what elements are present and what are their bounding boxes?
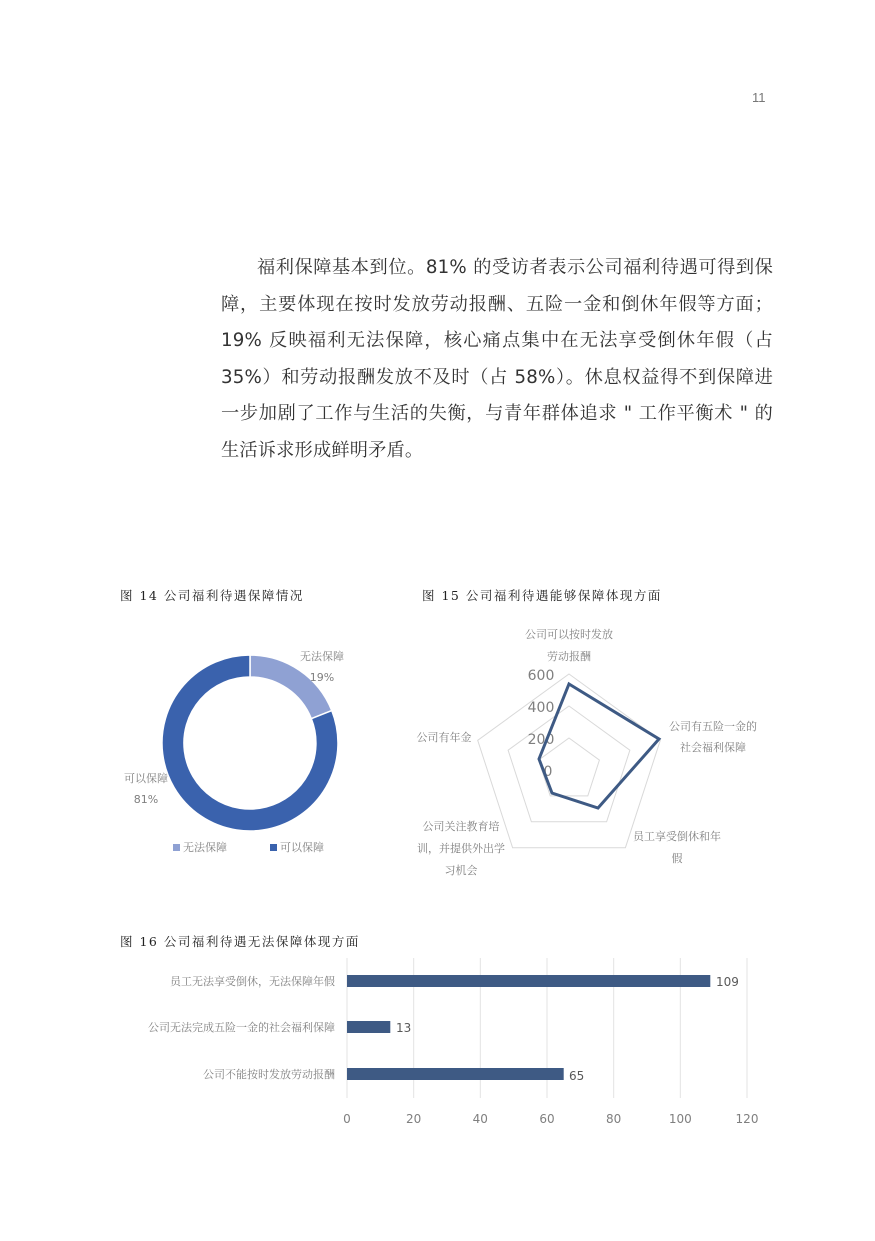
radar-axis4-label-line1: 公司关注教育培 — [422, 820, 500, 833]
slice2-name-label: 可以保障 — [124, 772, 168, 785]
fig14-donut-chart — [110, 620, 410, 870]
radar-axis3-label-line2: 假 — [671, 852, 683, 865]
bar-2 — [347, 1021, 390, 1033]
fig16-bar-chart — [110, 950, 790, 1140]
body-paragraph: 福利保障基本到位。81% 的受访者表示公司福利待遇可得到保障，主要体现在按时发放劳动报酬、五险一金和倒休年假等方面；19% 反映福利无法保障，核心痛点集中在无法享受倒休年假（占 35%）和劳动报酬发放不及时（占 58%）。休息权益得不到保障进一步加剧了工作与生活的失衡，与青年群体追求 " 工作平衡术 " 的生活诉求形成鲜明矛盾。 — [221, 257, 773, 461]
bar-3 — [347, 1068, 564, 1080]
x-tick-120: 120 — [735, 1112, 759, 1126]
slice2-pct-label: 81% — [133, 793, 159, 806]
page-number: 11 — [752, 90, 766, 105]
radar-axis2-label-line1: 公司有五险一金的 — [669, 720, 757, 733]
radar-tick-600: 600 — [527, 668, 555, 684]
x-tick-80: 80 — [606, 1112, 622, 1126]
radar-axis1-label-line1: 公司可以按时发放 — [525, 628, 613, 641]
radar-grid — [478, 674, 661, 848]
bar-1-value: 109 — [716, 975, 739, 989]
radar-axis4-label-line3: 习机会 — [444, 864, 478, 877]
fig15-title: 图 15 公司福利待遇能够保障体现方面 — [422, 588, 662, 603]
radar-tick-200: 200 — [527, 732, 555, 748]
bar-2-value: 13 — [396, 1021, 412, 1035]
radar-axis2-label-line2: 社会福利保障 — [680, 741, 746, 754]
bar-3-category: 公司不能按时发放劳动报酬 — [203, 1068, 335, 1081]
bar-x-axis-ticks — [343, 1112, 758, 1126]
radar-series-line — [539, 684, 659, 808]
x-tick-40: 40 — [472, 1112, 488, 1126]
legend2-swatch — [270, 844, 277, 851]
radar-axis5-label: 公司有年金 — [416, 731, 472, 744]
fig15-radar-chart — [400, 620, 800, 890]
radar-axis1-label-line2: 劳动报酬 — [547, 650, 591, 663]
slice1-pct-label: 19% — [309, 671, 335, 684]
legend2-label: 可以保障 — [280, 841, 324, 854]
x-tick-0: 0 — [343, 1112, 351, 1126]
body-paragraph-block — [221, 250, 773, 469]
radar-axis4-label-line2: 训，并提供外出学 — [417, 842, 505, 855]
slice-wufa-baozhang — [250, 655, 335, 719]
fig16-title: 图 16 公司福利待遇无法保障体现方面 — [120, 934, 360, 949]
x-tick-20: 20 — [406, 1112, 422, 1126]
bar-1-category: 员工无法享受倒休，无法保障年假 — [170, 975, 335, 988]
radar-tick-400: 400 — [527, 700, 555, 716]
x-tick-60: 60 — [539, 1112, 555, 1126]
bar-3-value: 65 — [569, 1069, 585, 1083]
legend1-label: 无法保障 — [183, 841, 227, 854]
x-tick-100: 100 — [668, 1112, 692, 1126]
radar-tick-0: 0 — [543, 764, 553, 780]
bar-1 — [347, 975, 710, 987]
radar-axis3-label-line1: 员工享受倒休和年 — [633, 830, 721, 843]
bar-2-category: 公司无法完成五险一金的社会福利保障 — [148, 1021, 335, 1034]
legend1-swatch — [173, 844, 180, 851]
slice1-name-label: 无法保障 — [300, 650, 344, 663]
fig14-title: 图 14 公司福利待遇保障情况 — [120, 588, 304, 603]
